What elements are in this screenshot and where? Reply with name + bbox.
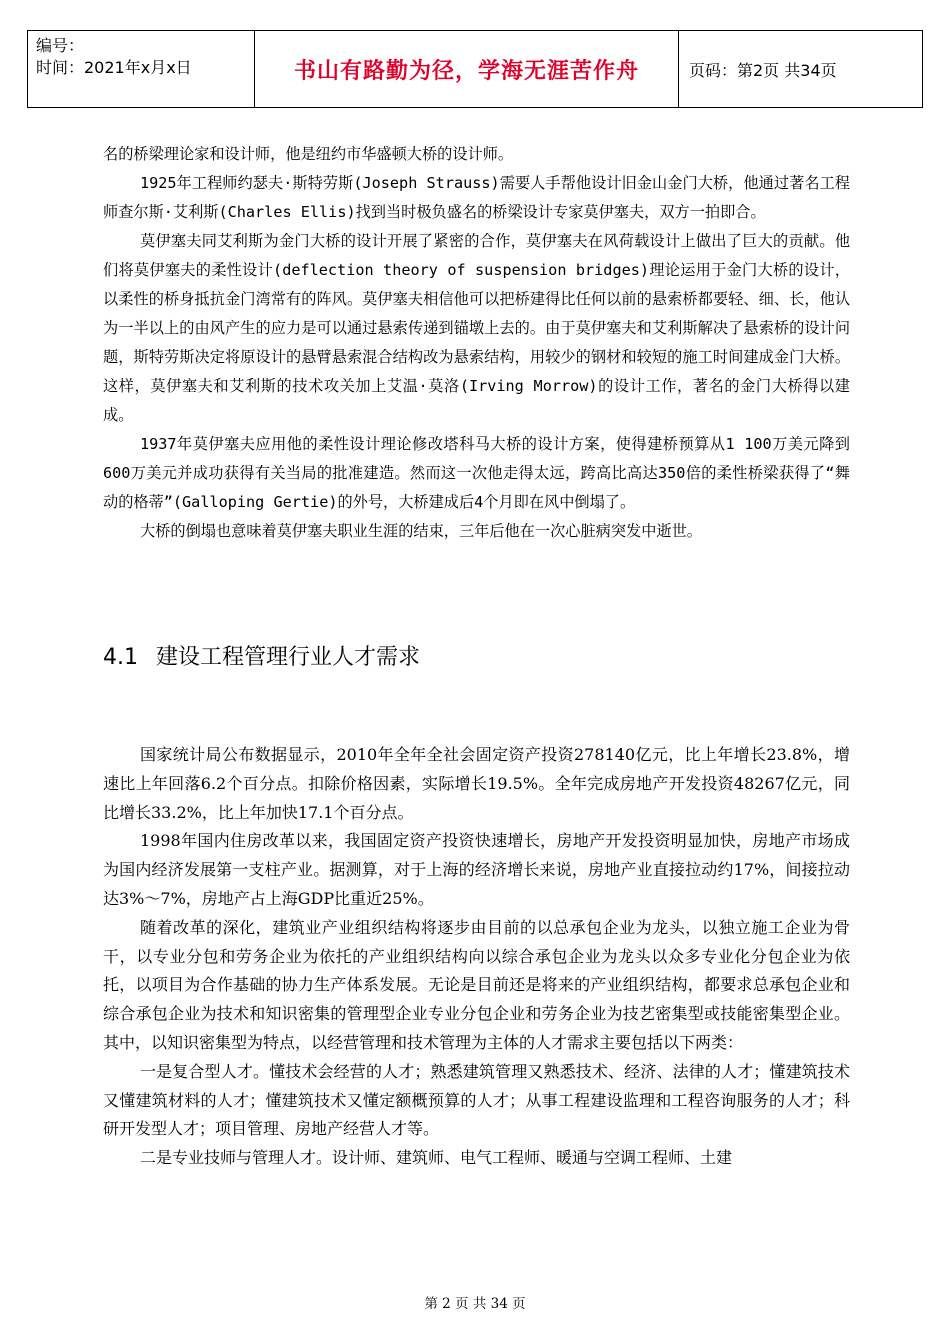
section-heading [103,640,438,671]
time-label: 时间：2021年x月x日 [36,58,192,77]
paragraph: 随着改革的深化，建筑业产业组织结构将逐步由目前的以总承包企业为龙头，以独立施工企业为骨干，以专业分包和劳务企业为依托的产业组织结构向以综合承包企业为龙头以众多专业化分包企业为依托，以项目为合作基础的协力生产体系发展。无论是目前还是将来的产业组织结构，都要求总承包企业和综合承包企业为技术和知识密集的管理型企业专业分包企业和劳务企业为技艺密集型或技能密集型企业。其中，以知识密集型为特点，以经营管理和技术管理为主体的人才需求主要包括以下两类： [103,917,850,1052]
talent-demand-section [103,741,850,1173]
number-label: 编号： [36,36,85,55]
paragraph: 1925年工程师约瑟夫·斯特劳斯(Joseph Strauss)需要人手帮他设计旧金山金门大桥，他通过著名工程师查尔斯·艾利斯(Charles Ellis)找到当时极负盛名的桥梁设计专家莫伊塞夫，双方一拍即合。 [103,174,850,221]
page-footer: 第 2 页 共 34 页 [424,1296,526,1312]
bridge-story-section [103,140,850,546]
paragraph: 大桥的倒塌也意味着莫伊塞夫职业生涯的结束，三年后他在一次心脏病突发中逝世。 [140,522,702,540]
section-title: 建设工程管理行业人才需求 [156,645,421,670]
section-number: 4.1 [103,645,138,670]
header-left-cell [28,31,255,107]
paragraph: 名的桥梁理论家和设计师，他是纽约市华盛顿大桥的设计师。 [103,145,514,163]
paragraph: 二是专业技师与管理人才。设计师、建筑师、电气工程师、暖通与空调工程师、土建 [140,1148,733,1168]
paragraph: 1937年莫伊塞夫应用他的柔性设计理论修改塔科马大桥的设计方案，使得建桥预算从1 100万美元降到600万美元并成功获得有关当局的批准建造。然而这一次他走得太远，跨高比高达350倍的柔性桥梁获得了“舞动的格蒂”(Galloping Gertie)的外号，大桥建成后4个月即在风中倒塌了。 [103,435,850,511]
paragraph: 1998年国内住房改革以来，我国固定资产投资快速增长，房地产开发投资明显加快，房地产市场成为国内经济发展第一支柱产业。据测算，对于上海的经济增长来说，房地产业直接拉动约17%，间接拉动达3%～7%，房地产占上海GDP比重近25%。 [103,831,850,908]
header-table [27,30,923,108]
header-motto: 书山有路勤为径，学海无涯苦作舟 [255,31,679,107]
paragraph: 一是复合型人才。懂技术会经营的人才；熟悉建筑管理又熟悉技术、经济、法律的人才；懂建筑技术又懂建筑材料的人才；懂建筑技术又懂定额概预算的人才；从事工程建设监理和工程咨询服务的人才；科研开发型人才；项目管理、房地产经营人才等。 [103,1061,850,1139]
paragraph: 莫伊塞夫同艾利斯为金门大桥的设计开展了紧密的合作，莫伊塞夫在风荷载设计上做出了巨大的贡献。他们将莫伊塞夫的柔性设计(deflection theory of suspension bridges)理论运用于金门大桥的设计，以柔性的桥身抵抗金门湾常有的阵风。莫伊塞夫相信他可以把桥建得比任何以前的悬索桥都要轻、细、长，他认为一半以上的由风产生的应力是可以通过悬索传递到锚墩上去的。由于莫伊塞夫和艾利斯解决了悬索桥的设计问题，斯特劳斯决定将原设计的悬臂悬索混合结构改为悬索结构，用较少的钢材和较短的施工时间建成金门大桥。这样，莫伊塞夫和艾利斯的技术攻关加上艾温·莫洛(Irving Morrow)的设计工作，著名的金门大桥得以建成。 [103,232,850,424]
header-page-info: 页码：第2页 共34页 [689,60,837,80]
paragraph: 国家统计局公布数据显示，2010年全年全社会固定资产投资278140亿元，比上年增长23.8%，增速比上年回落6.2个百分点。扣除价格因素，实际增长19.5%。全年完成房地产开发投资48267亿元，同比增长33.2%，比上年加快17.1个百分点。 [103,745,850,822]
